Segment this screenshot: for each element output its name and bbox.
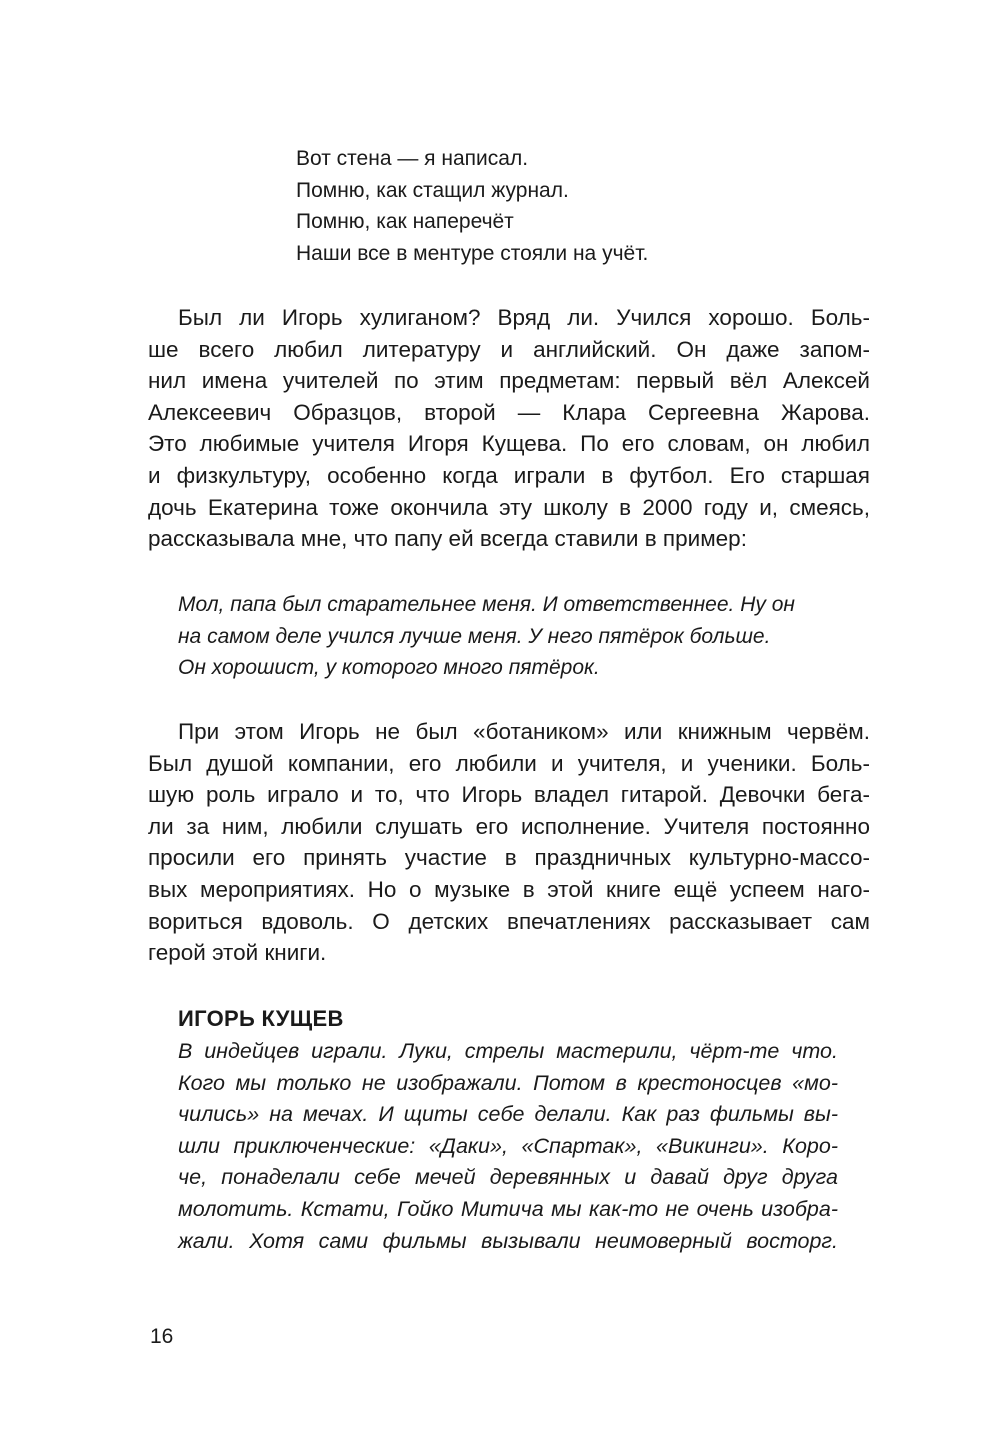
text-line: шую роль играло и то, что Игорь владел гитарой. Девочки бега- (148, 782, 870, 808)
text-line: вориться вдоволь. О детских впечатлениях рассказывает сам (148, 908, 870, 934)
speaker-heading: ИГОРЬ КУЩЕВ (178, 1006, 344, 1031)
text-line: вых мероприятиях. Но о музыке в этой книге ещё успеем наго- (148, 876, 870, 902)
text-line: Был ли Игорь хулиганом? Вряд ли. Учился хорошо. Боль- (178, 305, 870, 330)
quote-line: Мол, папа был старательнее меня. И ответственнее. Ну он (178, 593, 795, 616)
daughter-quote (178, 589, 858, 684)
speech-line: чились» на мечах. И щиты себе делали. Как раз фильмы вы- (178, 1102, 838, 1127)
text-line: просили его принять участие в праздничных культурно-массо- (148, 845, 870, 871)
poem-excerpt (296, 143, 856, 269)
page-number: 16 (150, 1325, 174, 1348)
speech-line: жали. Хотя сами фильмы вызывали неимоверный восторг. (178, 1228, 838, 1253)
poem-line: Вот стена — я написал. (296, 147, 529, 170)
speech-line: молотить. Кстати, Гойко Митича мы как-то не очень изобра- (178, 1196, 838, 1221)
speech-line: В индейцев играли. Луки, стрелы мастерили, чёрт-те что. (178, 1039, 838, 1063)
text-line: и физкультуру, особенно когда играли в футбол. Его старшая (148, 462, 870, 488)
text-line: Был душой компании, его любили и учителя, и ученики. Боль- (148, 750, 870, 776)
text-line: рассказывала мне, что папу ей всегда ставили в пример: (148, 526, 747, 552)
text-line: нил имена учителей по этим предметам: первый вёл Алексей (148, 368, 870, 394)
text-line: ше всего любил литературу и английский. Он даже запом- (148, 336, 870, 362)
speaker-quote (178, 1036, 838, 1257)
text-line: герой этой книги. (148, 940, 327, 966)
quote-line: на самом деле учился лучше меня. У него пятёрок больше. (178, 624, 771, 648)
speech-line: Кого мы только не изображали. Потом в крестоносцев «мо- (178, 1070, 838, 1095)
speech-line: че, понаделали себе мечей деревянных и давай друг друга (178, 1165, 838, 1190)
quote-line: Он хорошист, у которого много пятёрок. (178, 656, 600, 679)
paragraph-company (148, 716, 870, 969)
paragraph-school (148, 302, 870, 555)
text-line: Это любимые учителя Игоря Кущева. По его словам, он любил (148, 431, 870, 457)
text-line: ли за ним, любили слушать его исполнение. Учителя постоянно (148, 813, 870, 839)
text-line: При этом Игорь не был «ботаником» или книжным червём. (178, 719, 870, 744)
poem-line: Наши все в ментуре стояли на учёт. (296, 241, 649, 265)
text-line: Алексеевич Образцов, второй — Клара Сергеевна Жарова. (148, 399, 870, 425)
text-line: дочь Екатерина тоже окончила эту школу в 2000 году и, смеясь, (148, 494, 870, 520)
poem-line: Помню, как стащил журнал. (296, 178, 569, 202)
speech-line: шли приключенческие: «Даки», «Спартак», «Викинги». Коро- (178, 1133, 838, 1158)
poem-line: Помню, как наперечёт (296, 210, 514, 233)
